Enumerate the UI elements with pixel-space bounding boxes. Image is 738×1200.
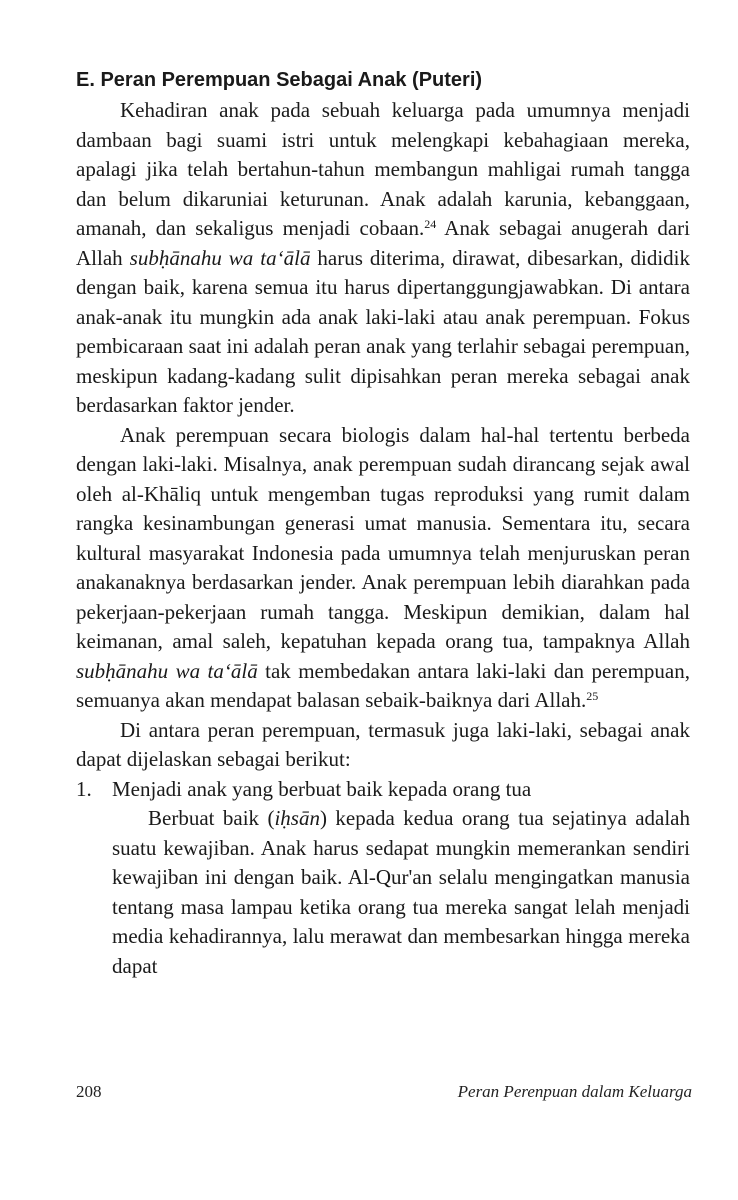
paragraph-1 xyxy=(76,96,690,421)
paragraph-1-text-a: Kehadiran anak pada sebuah keluarga pada umumnya menjadi dambaan bagi suami istri untuk melengkapi kebahagiaan mereka, apalagi jika telah bertahun-tahun membangun mahligai rumah tangga dan belum dikaruniai keturunan. Anak adalah karunia, kebanggaan, amanah, dan sekaligus menjadi cobaan. xyxy=(76,98,690,240)
list-body-italic: iḥsān xyxy=(274,806,320,830)
footnote-ref-25: 25 xyxy=(586,689,599,703)
paragraph-1-text-b: Anak sebagai anugerah dari Allah xyxy=(76,216,690,270)
list-body-text-a: Berbuat baik ( xyxy=(148,806,275,830)
paragraph-1-text-c: harus diterima, dirawat, dibesarkan, dididik dengan baik, karena semua itu harus dipertanggungjawabkan. Di antara anak-anak itu mungkin ada anak laki-laki atau anak perempuan. Fokus pembicaraan saat ini adalah peran anak yang terlahir sebagai perempuan, meskipun kadang-kadang sulit dipisahkan peran mereka sebagai anak berdasarkan faktor jender. xyxy=(76,245,690,417)
paragraph-3: Di antara peran perempuan, termasuk juga laki-laki, sebagai anak dapat dijelaskan sebagai berikut: xyxy=(76,717,690,771)
page-body xyxy=(76,66,690,981)
running-title: Peran Perenpuan dalam Keluarga xyxy=(457,1082,692,1101)
list-item-body xyxy=(112,804,690,981)
paragraph-2-italic: subḥānahu wa ta‘ālā xyxy=(76,658,258,683)
section-heading: E. Peran Perempuan Sebagai Anak (Puteri) xyxy=(76,69,483,91)
list-body-text-b: ) kepada kedua orang tua sejatinya adalah suatu kewajiban. Anak harus sedapat mungkin memerankan sendiri kewajiban ini dengan baik. Al-Qur'an selalu mengingatkan manusia tentang masa lampau ketika orang tua mereka sangat lelah menjadi media kehadirannya, lalu merawat dan membesarkan hingga mereka dapat xyxy=(112,806,690,978)
paragraph-2-text-a: Anak perempuan secara biologis dalam hal-hal tertentu berbeda dengan laki-laki. Misalnya, anak perempuan sudah dirancang sejak awal oleh al-Khāliq untuk mengemban tugas reproduksi yang rumit dalam rangka kesinambungan generasi umat manusia. Sementara itu, secara kultural masyarakat Indonesia pada umumnya telah menjuruskan peran anakanaknya berdasarkan jender. Anak perempuan lebih diarahkan pada pekerjaan-pekerjaan rumah tangga. Meskipun demikian, dalam hal keimanan, amal saleh, kepatuhan kepada orang tua, tampaknya Allah xyxy=(76,422,690,653)
paragraph-2 xyxy=(76,421,690,716)
footnote-ref-24: 24 xyxy=(424,217,437,231)
list-item-title: Menjadi anak yang berbuat baik kepada orang tua xyxy=(112,776,532,801)
list-item-1 xyxy=(76,775,690,805)
paragraph-2-text-b: tak membedakan antara laki-laki dan perempuan, semuanya akan mendapat balasan sebaik-baiknya dari Allah. xyxy=(76,658,691,712)
page-number: 208 xyxy=(76,1082,102,1101)
list-number: 1. xyxy=(76,776,92,801)
paragraph-1-italic: subḥānahu wa ta‘ālā xyxy=(129,245,311,270)
